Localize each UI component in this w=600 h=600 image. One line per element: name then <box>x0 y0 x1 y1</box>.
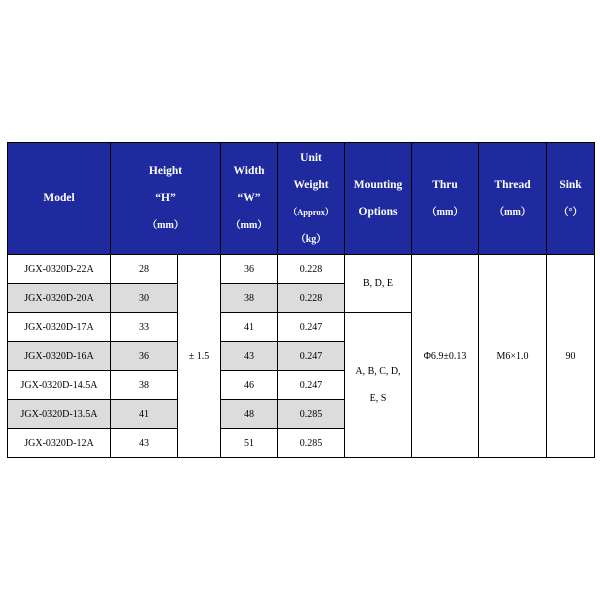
weight-cell: 0.228 <box>278 255 345 284</box>
width-cell: 51 <box>221 429 278 458</box>
header-weight-line1: Unit <box>300 151 322 164</box>
weight-cell: 0.247 <box>278 342 345 371</box>
header-sink <box>547 143 595 255</box>
header-weight-line3: （Approx） <box>288 206 334 217</box>
table-row <box>8 255 595 284</box>
weight-cell: 0.247 <box>278 313 345 342</box>
mounting-group2-line2: E, S <box>369 393 387 404</box>
height-cell: 36 <box>111 342 178 371</box>
header-height <box>111 143 221 255</box>
mounting-group1-cell: B, D, E <box>345 255 412 313</box>
height-cell: 38 <box>111 371 178 400</box>
header-thru <box>412 143 479 255</box>
mounting-group2-cell <box>345 313 412 458</box>
model-cell: JGX-0320D-20A <box>8 284 111 313</box>
header-mounting-line2: Options <box>358 205 398 218</box>
header-width <box>221 143 278 255</box>
weight-cell: 0.228 <box>278 284 345 313</box>
weight-cell: 0.285 <box>278 400 345 429</box>
height-cell: 33 <box>111 313 178 342</box>
model-cell: JGX-0320D-13.5A <box>8 400 111 429</box>
header-width-line2: “W” <box>237 192 261 204</box>
header-mounting <box>345 143 412 255</box>
width-cell: 48 <box>221 400 278 429</box>
model-cell: JGX-0320D-22A <box>8 255 111 284</box>
width-cell: 43 <box>221 342 278 371</box>
model-cell: JGX-0320D-17A <box>8 313 111 342</box>
width-cell: 46 <box>221 371 278 400</box>
width-cell: 36 <box>221 255 278 284</box>
header-width-line3: （mm） <box>230 220 268 231</box>
model-cell: JGX-0320D-16A <box>8 342 111 371</box>
header-height-line3: （mm） <box>147 220 184 231</box>
header-height-line2: “H” <box>155 192 176 204</box>
thru-cell: Φ6.9±0.13 <box>412 255 479 458</box>
header-thru-line1: Thru <box>432 178 458 191</box>
model-cell: JGX-0320D-12A <box>8 429 111 458</box>
height-cell: 30 <box>111 284 178 313</box>
header-unit-weight <box>278 143 345 255</box>
header-weight-line2: Weight <box>293 178 329 191</box>
mounting-group2-line1: A, B, C, D, <box>355 366 401 377</box>
header-thru-line2: （mm） <box>426 206 464 218</box>
header-row <box>8 143 595 255</box>
weight-cell: 0.285 <box>278 429 345 458</box>
spec-table <box>7 142 595 458</box>
height-cell: 43 <box>111 429 178 458</box>
header-height-line1: Height <box>148 165 183 177</box>
header-width-line1: Width <box>233 165 265 177</box>
weight-cell: 0.247 <box>278 371 345 400</box>
header-thread <box>479 143 547 255</box>
width-cell: 41 <box>221 313 278 342</box>
width-cell: 38 <box>221 284 278 313</box>
header-sink-line2: （°） <box>558 206 583 218</box>
tolerance-cell: ± 1.5 <box>178 255 221 458</box>
header-thread-line2: （mm） <box>494 206 531 218</box>
sink-cell: 90 <box>547 255 595 458</box>
header-weight-line4: （kg） <box>295 233 327 245</box>
header-thread-line1: Thread <box>494 178 531 191</box>
header-mounting-line1: Mounting <box>353 178 403 191</box>
height-cell: 41 <box>111 400 178 429</box>
header-sink-line1: Sink <box>559 178 582 191</box>
height-cell: 28 <box>111 255 178 284</box>
header-model: Model <box>8 143 111 255</box>
thread-cell: M6×1.0 <box>479 255 547 458</box>
model-cell: JGX-0320D-14.5A <box>8 371 111 400</box>
